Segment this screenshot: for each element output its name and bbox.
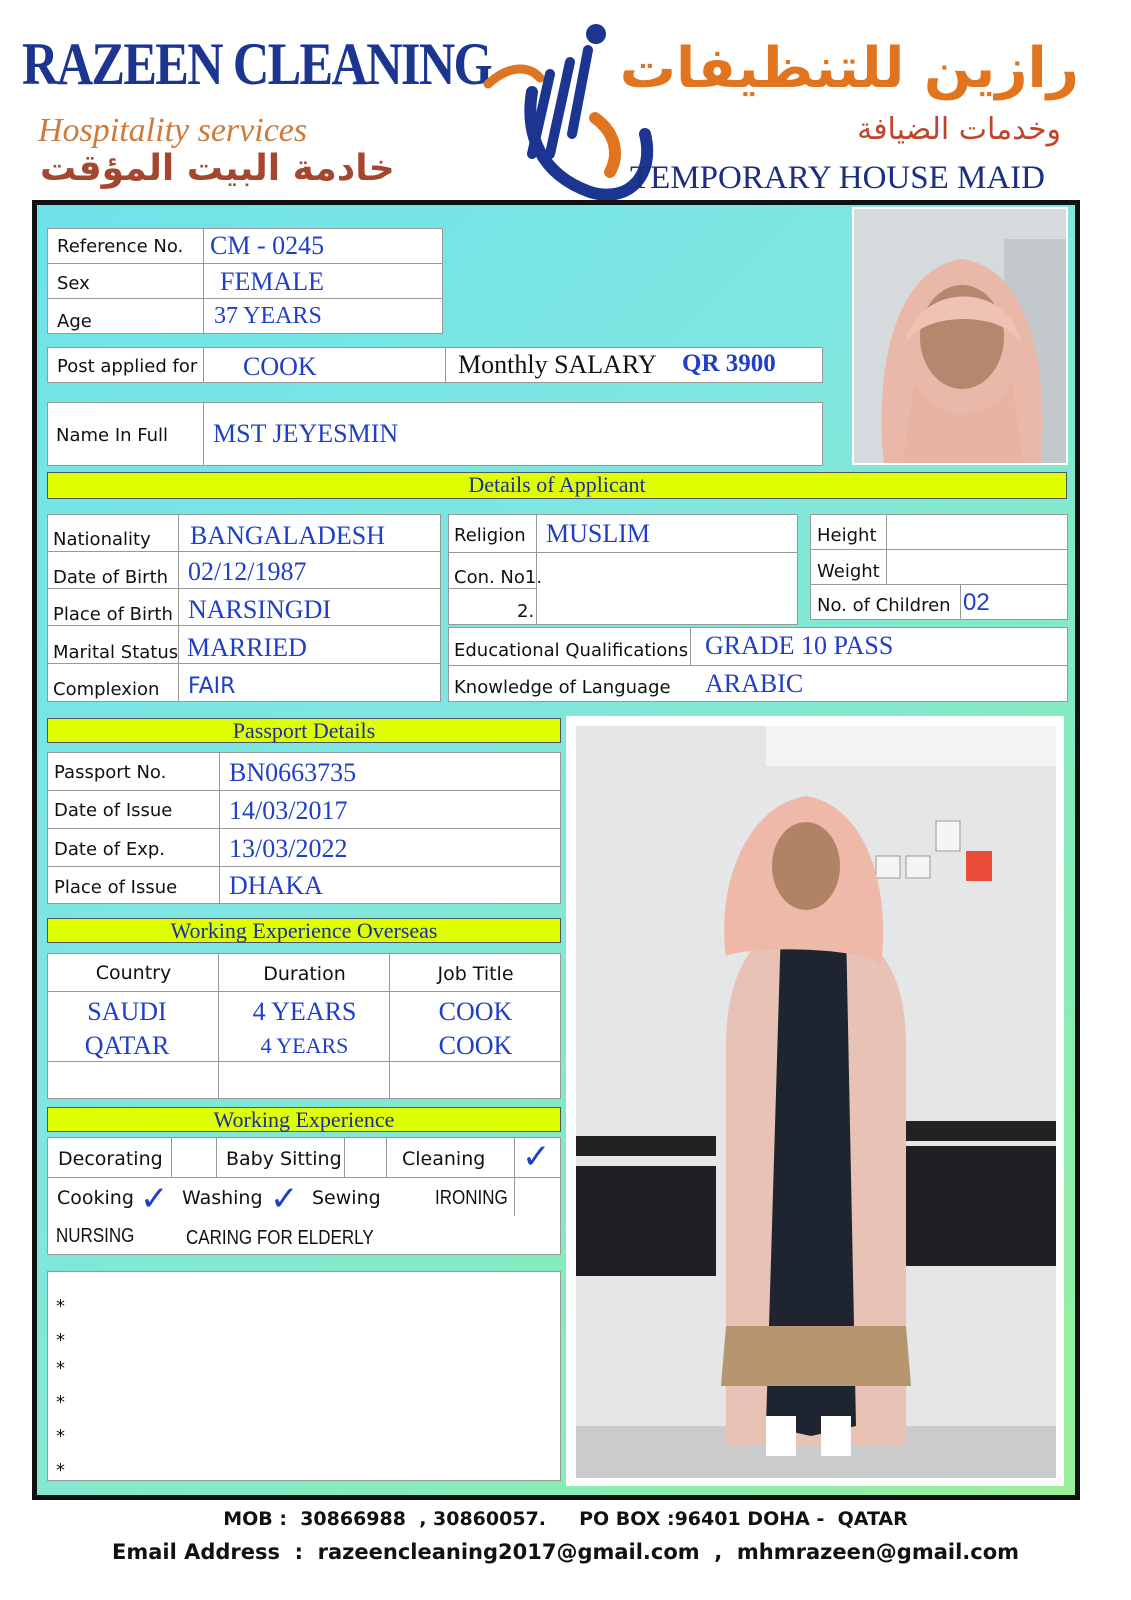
nationality-label: Nationality — [53, 529, 151, 550]
table-row-job: COOK — [438, 1031, 513, 1060]
table-row-country: SAUDI — [87, 997, 167, 1026]
dob-label: Date of Birth — [53, 567, 169, 588]
company-subtitle-arabic: وخدمات الضيافة — [857, 112, 1061, 147]
table-row-duration: 4 YEARS — [260, 1033, 349, 1058]
skill-baby-sitting: Baby Sitting — [226, 1148, 342, 1170]
washing-check-icon: ✓ — [270, 1179, 299, 1219]
marital-value: MARRIED — [187, 633, 307, 662]
overseas-experience-table — [47, 953, 561, 1099]
name-row — [47, 402, 823, 466]
col-country: Country — [95, 962, 172, 984]
cleaning-check-icon: ✓ — [522, 1137, 551, 1177]
passport-table — [47, 752, 561, 904]
note-bullet: * — [56, 1296, 65, 1317]
passport-no-label: Passport No. — [54, 762, 167, 783]
religion-value: MUSLIM — [546, 519, 651, 548]
note-bullet: * — [56, 1358, 65, 1379]
marital-label: Marital Status — [53, 642, 179, 663]
physical-details-table — [810, 514, 1068, 620]
education-label: Educational Qualifications — [454, 640, 689, 661]
expiry-date-value: 13/03/2022 — [229, 834, 348, 863]
children-label: No. of Children — [817, 595, 951, 616]
col-duration: Duration — [263, 963, 346, 985]
pob-value: NARSINGDI — [188, 595, 331, 624]
col-job-title: Job Title — [437, 963, 514, 985]
footer-email: Email Address : razeencleaning2017@gmail.com , mhmrazeen@gmail.com — [111, 1540, 1020, 1564]
sex-value: FEMALE — [220, 267, 324, 296]
company-name-arabic: رازين للتنظيفات — [619, 36, 1079, 101]
dob-value: 02/12/1987 — [188, 557, 307, 586]
applicant-full-photo — [566, 716, 1064, 1486]
issue-place-value: DHAKA — [229, 871, 323, 900]
height-label: Height — [817, 525, 877, 546]
table-row-job: COOK — [438, 997, 513, 1026]
name-value: MST JEYESMIN — [213, 419, 399, 448]
table-row-country: QATAR — [84, 1031, 170, 1060]
passport-heading: Passport Details — [47, 718, 561, 743]
reference-value: CM - 0245 — [210, 231, 325, 260]
expiry-date-label: Date of Exp. — [54, 839, 165, 860]
footer-contact: MOB : 30866988 , 30860057. PO BOX :96401 DOHA - QATAR — [223, 1508, 908, 1530]
religion-label: Religion — [454, 525, 526, 546]
age-value: 37 YEARS — [214, 303, 322, 329]
passport-no-value: BN0663735 — [229, 758, 357, 787]
skill-nursing: NURSING — [56, 1225, 135, 1247]
nationality-value: BANGALADESH — [190, 521, 385, 550]
education-language-table — [448, 627, 1068, 702]
skill-cleaning: Cleaning — [402, 1148, 486, 1170]
contact2-label: 2. — [517, 601, 535, 622]
notes-box — [47, 1271, 561, 1481]
contact1-label: Con. No1. — [454, 567, 543, 588]
applicant-portrait-photo — [852, 207, 1068, 465]
language-label: Knowledge of Language — [454, 677, 671, 698]
document-title: TEMPORARY HOUSE MAID — [630, 160, 1045, 196]
weight-label: Weight — [817, 561, 880, 582]
post-salary-row — [47, 347, 823, 383]
post-label: Post applied for — [57, 356, 198, 377]
salary-label: Monthly SALARY — [458, 350, 657, 379]
reference-table — [47, 228, 443, 334]
sex-label: Sex — [57, 273, 90, 294]
issue-date-value: 14/03/2017 — [229, 796, 348, 825]
skill-cooking: Cooking — [57, 1187, 134, 1209]
note-bullet: * — [56, 1330, 65, 1351]
education-value: GRADE 10 PASS — [705, 631, 894, 660]
issue-date-label: Date of Issue — [54, 800, 173, 821]
note-bullet: * — [56, 1426, 65, 1447]
skill-washing: Washing — [182, 1187, 263, 1209]
overseas-heading: Working Experience Overseas — [47, 918, 561, 943]
company-tagline-arabic: خادمة البيت المؤقت — [40, 148, 395, 189]
reference-label: Reference No. — [57, 236, 184, 257]
skill-caring-for-elderly: CARING FOR ELDERLY — [186, 1227, 374, 1249]
company-tagline: Hospitality services — [38, 112, 308, 149]
skills-heading: Working Experience — [47, 1107, 561, 1132]
salary-value: QR 3900 — [682, 350, 776, 377]
personal-details-table — [47, 514, 441, 702]
skill-sewing: Sewing — [312, 1187, 381, 1209]
age-label: Age — [57, 311, 92, 332]
name-label: Name In Full — [56, 425, 169, 446]
issue-place-label: Place of Issue — [54, 877, 178, 898]
complexion-value: FAIR — [188, 674, 236, 699]
table-row-duration: 4 YEARS — [252, 997, 357, 1026]
note-bullet: * — [56, 1460, 65, 1481]
company-name: RAZEEN CLEANING — [22, 31, 492, 97]
note-bullet: * — [56, 1392, 65, 1413]
skills-table — [47, 1137, 561, 1255]
post-value: COOK — [243, 352, 317, 381]
complexion-label: Complexion — [53, 679, 160, 700]
pob-label: Place of Birth — [53, 604, 173, 625]
cooking-check-icon: ✓ — [140, 1179, 169, 1219]
details-heading: Details of Applicant — [47, 472, 1067, 499]
skill-ironing: IRONING — [435, 1187, 508, 1209]
skill-decorating: Decorating — [58, 1148, 163, 1170]
children-value: 02 — [963, 589, 990, 616]
language-value: ARABIC — [705, 669, 804, 698]
religion-contact-table — [448, 514, 798, 625]
